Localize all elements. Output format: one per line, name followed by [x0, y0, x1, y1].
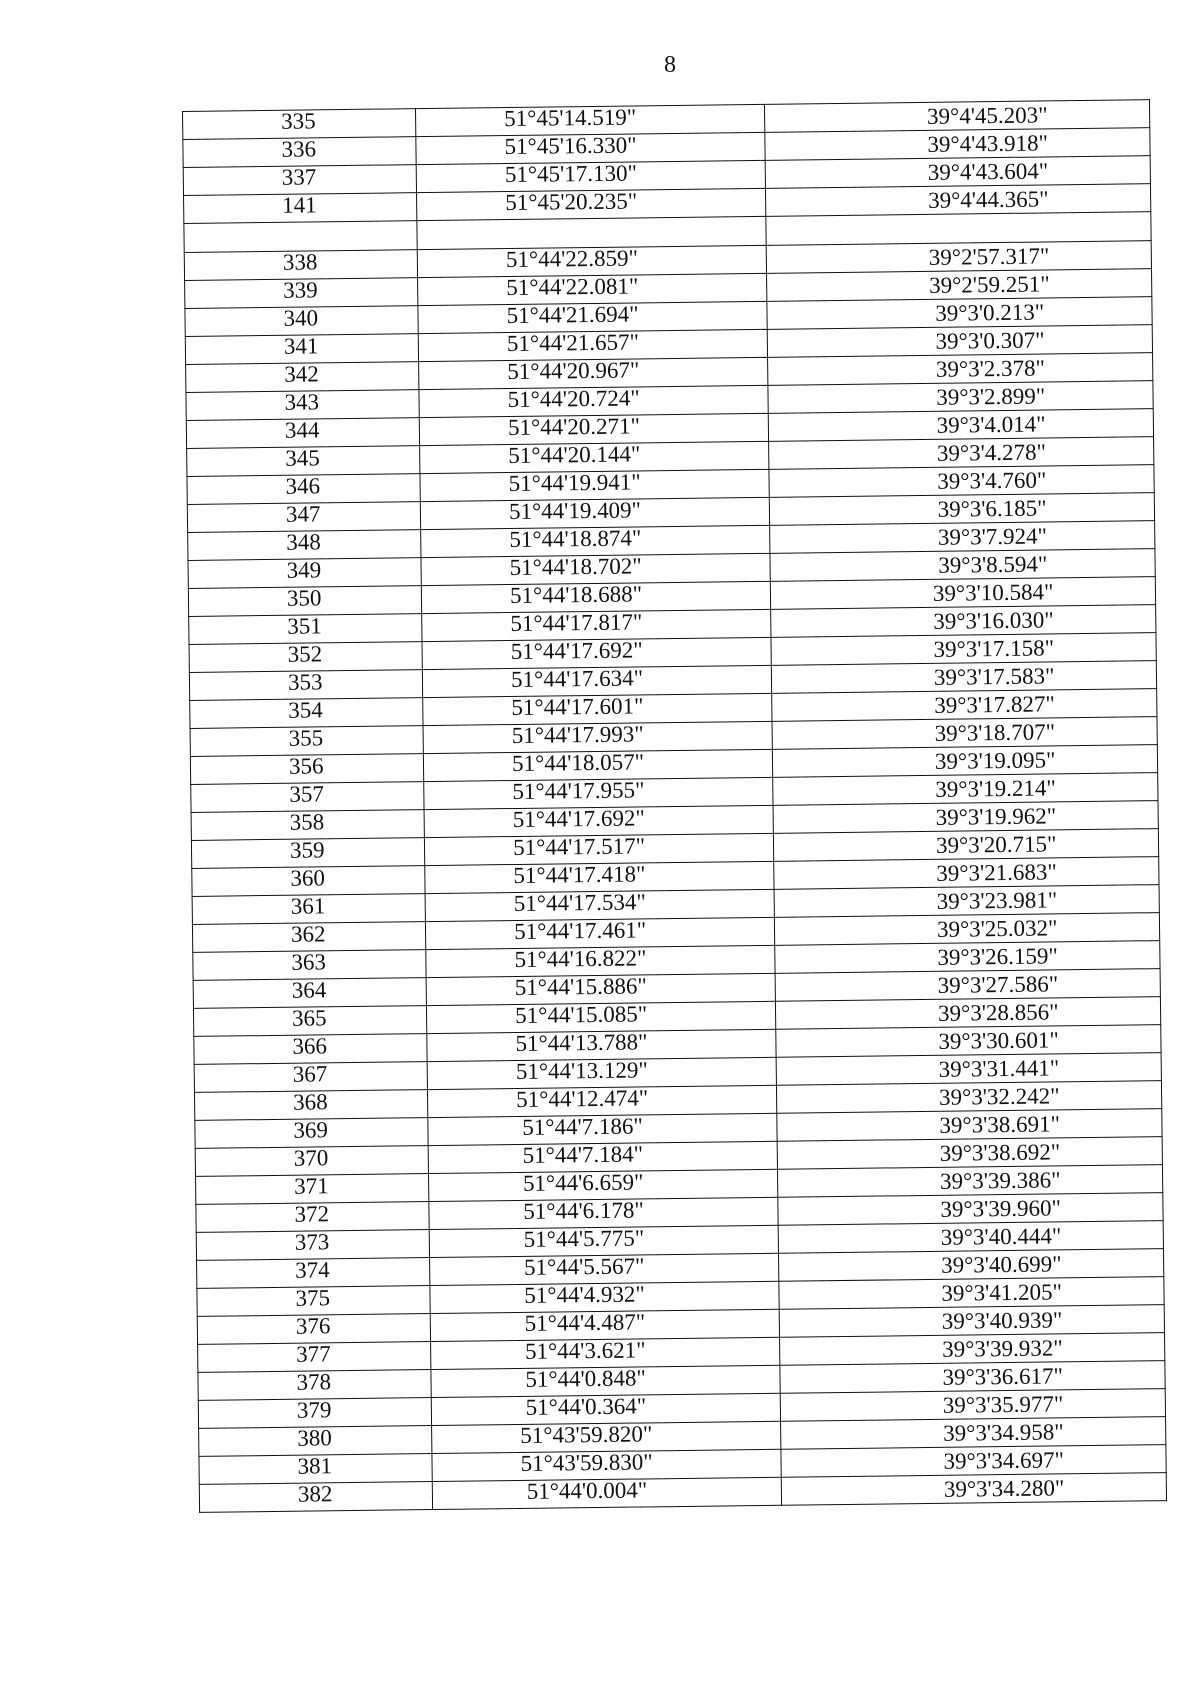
longitude-cell: 39°3'19.214" [773, 773, 1158, 806]
latitude-cell: 51°44'20.724" [419, 385, 769, 417]
latitude-cell: 51°44'18.874" [420, 525, 770, 557]
point-number-cell: 362 [192, 922, 425, 953]
latitude-cell: 51°44'0.004" [432, 1477, 782, 1509]
longitude-cell: 39°4'43.918" [765, 128, 1150, 161]
point-number-cell: 379 [198, 1398, 431, 1429]
latitude-cell: 51°45'16.330" [416, 132, 766, 164]
longitude-cell: 39°3'34.697" [781, 1445, 1166, 1478]
longitude-cell: 39°3'39.386" [778, 1165, 1163, 1198]
latitude-cell: 51°44'17.418" [425, 861, 775, 893]
longitude-cell: 39°3'38.691" [777, 1109, 1162, 1142]
latitude-cell: 51°44'12.474" [427, 1085, 777, 1117]
longitude-cell: 39°3'18.707" [772, 717, 1157, 750]
latitude-cell: 51°44'17.634" [422, 665, 772, 697]
longitude-cell: 39°3'8.594" [770, 549, 1155, 582]
point-number-cell: 360 [192, 866, 425, 897]
longitude-cell: 39°3'35.977" [781, 1389, 1166, 1422]
latitude-cell: 51°44'20.967" [418, 357, 768, 389]
coordinates-table-body [183, 100, 1167, 1513]
longitude-cell: 39°3'4.760" [769, 465, 1154, 498]
point-number-cell: 343 [186, 390, 419, 421]
point-number-cell: 368 [194, 1090, 427, 1121]
point-number-cell: 366 [194, 1034, 427, 1065]
latitude-cell: 51°44'20.144" [419, 441, 769, 473]
latitude-cell: 51°44'7.184" [428, 1141, 778, 1173]
longitude-cell: 39°3'40.444" [779, 1221, 1164, 1254]
point-number-cell: 374 [197, 1258, 430, 1289]
point-number-cell: 349 [188, 558, 421, 589]
latitude-cell: 51°44'17.461" [425, 917, 775, 949]
point-number-cell: 361 [192, 894, 425, 925]
latitude-cell: 51°44'18.057" [423, 749, 773, 781]
latitude-cell: 51°44'16.822" [426, 945, 776, 977]
longitude-cell: 39°3'2.378" [768, 353, 1153, 386]
longitude-cell: 39°3'28.856" [776, 997, 1161, 1030]
longitude-cell: 39°3'38.692" [778, 1137, 1163, 1170]
point-number-cell: 371 [196, 1174, 429, 1205]
point-number-cell: 357 [191, 782, 424, 813]
longitude-cell: 39°3'34.958" [781, 1417, 1166, 1450]
point-number-cell: 344 [186, 418, 419, 449]
point-number-cell: 350 [188, 586, 421, 617]
point-number-cell: 364 [193, 978, 426, 1009]
point-number-cell: 345 [187, 446, 420, 477]
coordinates-table [182, 99, 1167, 1513]
latitude-cell: 51°43'59.830" [432, 1449, 782, 1481]
latitude-cell: 51°44'7.186" [428, 1113, 778, 1145]
longitude-cell: 39°3'40.939" [780, 1305, 1165, 1338]
empty-cell [417, 216, 767, 249]
point-number-cell: 339 [185, 278, 418, 309]
longitude-cell: 39°3'25.032" [775, 913, 1160, 946]
longitude-cell: 39°3'31.441" [777, 1053, 1162, 1086]
longitude-cell: 39°3'16.030" [771, 605, 1156, 638]
point-number-cell: 375 [197, 1286, 430, 1317]
latitude-cell: 51°44'15.085" [426, 1001, 776, 1033]
point-number-cell: 381 [199, 1454, 432, 1485]
longitude-cell: 39°3'32.242" [777, 1081, 1162, 1114]
point-number-cell: 363 [193, 950, 426, 981]
point-number-cell: 373 [196, 1230, 429, 1261]
latitude-cell: 51°44'19.409" [420, 497, 770, 529]
latitude-cell: 51°44'6.178" [429, 1197, 779, 1229]
longitude-cell: 39°3'39.960" [778, 1193, 1163, 1226]
longitude-cell: 39°3'20.715" [774, 829, 1159, 862]
point-number-cell: 353 [189, 670, 422, 701]
latitude-cell: 51°44'21.657" [418, 329, 768, 361]
longitude-cell: 39°3'23.981" [774, 885, 1159, 918]
longitude-cell: 39°3'17.583" [772, 661, 1157, 694]
point-number-cell: 351 [189, 614, 422, 645]
point-number-cell: 348 [188, 530, 421, 561]
longitude-cell: 39°3'4.278" [769, 437, 1154, 470]
longitude-cell: 39°3'0.307" [768, 325, 1153, 358]
latitude-cell: 51°45'20.235" [416, 188, 766, 220]
latitude-cell: 51°44'18.702" [421, 553, 771, 585]
latitude-cell: 51°44'0.364" [431, 1393, 781, 1425]
latitude-cell: 51°44'3.621" [430, 1337, 780, 1369]
latitude-cell: 51°45'17.130" [416, 160, 766, 192]
latitude-cell: 51°44'17.955" [423, 777, 773, 809]
latitude-cell: 51°44'19.941" [420, 469, 770, 501]
longitude-cell: 39°3'21.683" [774, 857, 1159, 890]
point-number-cell: 372 [196, 1202, 429, 1233]
longitude-cell: 39°3'19.095" [773, 745, 1158, 778]
point-number-cell: 340 [185, 306, 418, 337]
longitude-cell: 39°3'7.924" [770, 521, 1155, 554]
latitude-cell: 51°44'17.601" [422, 693, 772, 725]
longitude-cell: 39°3'36.617" [780, 1361, 1165, 1394]
page-number: 8 [664, 52, 676, 78]
longitude-cell: 39°3'26.159" [775, 941, 1160, 974]
point-number-cell: 355 [190, 726, 423, 757]
longitude-cell: 39°3'19.962" [773, 801, 1158, 834]
empty-cell [766, 212, 1151, 246]
point-number-cell: 369 [195, 1118, 428, 1149]
point-number-cell: 352 [189, 642, 422, 673]
latitude-cell: 51°44'17.692" [424, 805, 774, 837]
point-number-cell: 378 [198, 1370, 431, 1401]
point-number-cell: 336 [183, 137, 416, 168]
longitude-cell: 39°3'34.280" [782, 1473, 1167, 1506]
latitude-cell: 51°44'22.859" [417, 245, 767, 277]
point-number-cell: 338 [184, 250, 417, 281]
longitude-cell: 39°2'59.251" [767, 269, 1152, 302]
latitude-cell: 51°44'13.788" [427, 1029, 777, 1061]
empty-cell [184, 221, 417, 253]
longitude-cell: 39°3'0.213" [767, 297, 1152, 330]
latitude-cell: 51°44'21.694" [418, 301, 768, 333]
latitude-cell: 51°44'17.692" [422, 637, 772, 669]
point-number-cell: 337 [183, 165, 416, 196]
longitude-cell: 39°3'17.827" [772, 689, 1157, 722]
latitude-cell: 51°44'17.534" [425, 889, 775, 921]
point-number-cell: 365 [193, 1006, 426, 1037]
latitude-cell: 51°44'15.886" [426, 973, 776, 1005]
longitude-cell: 39°3'40.699" [779, 1249, 1164, 1282]
latitude-cell: 51°44'5.567" [429, 1253, 779, 1285]
latitude-cell: 51°44'4.932" [430, 1281, 780, 1313]
latitude-cell: 51°44'0.848" [431, 1365, 781, 1397]
point-number-cell: 358 [191, 810, 424, 841]
point-number-cell: 335 [183, 109, 416, 140]
latitude-cell: 51°44'4.487" [430, 1309, 780, 1341]
longitude-cell: 39°3'10.584" [771, 577, 1156, 610]
point-number-cell: 370 [195, 1146, 428, 1177]
latitude-cell: 51°44'17.993" [423, 721, 773, 753]
latitude-cell: 51°44'6.659" [428, 1169, 778, 1201]
latitude-cell: 51°45'14.519" [415, 104, 765, 136]
point-number-cell: 346 [187, 474, 420, 505]
point-number-cell: 354 [190, 698, 423, 729]
point-number-cell: 382 [199, 1482, 432, 1513]
longitude-cell: 39°3'39.932" [780, 1333, 1165, 1366]
longitude-cell: 39°3'27.586" [775, 969, 1160, 1002]
latitude-cell: 51°44'13.129" [427, 1057, 777, 1089]
latitude-cell: 51°44'17.817" [421, 609, 771, 641]
point-number-cell: 347 [187, 502, 420, 533]
longitude-cell: 39°4'45.203" [765, 100, 1150, 133]
point-number-cell: 367 [194, 1062, 427, 1093]
point-number-cell: 376 [197, 1314, 430, 1345]
point-number-cell: 342 [186, 362, 419, 393]
latitude-cell: 51°44'18.688" [421, 581, 771, 613]
longitude-cell: 39°2'57.317" [767, 241, 1152, 274]
point-number-cell: 377 [198, 1342, 431, 1373]
latitude-cell: 51°44'20.271" [419, 413, 769, 445]
longitude-cell: 39°3'41.205" [779, 1277, 1164, 1310]
latitude-cell: 51°44'5.775" [429, 1225, 779, 1257]
longitude-cell: 39°3'6.185" [770, 493, 1155, 526]
point-number-cell: 380 [199, 1426, 432, 1457]
longitude-cell: 39°4'43.604" [766, 156, 1151, 189]
longitude-cell: 39°3'30.601" [776, 1025, 1161, 1058]
point-number-cell: 141 [184, 193, 417, 224]
point-number-cell: 359 [191, 838, 424, 869]
point-number-cell: 356 [190, 754, 423, 785]
longitude-cell: 39°3'4.014" [769, 409, 1154, 442]
longitude-cell: 39°3'2.899" [768, 381, 1153, 414]
point-number-cell: 341 [185, 334, 418, 365]
latitude-cell: 51°44'17.517" [424, 833, 774, 865]
latitude-cell: 51°43'59.820" [431, 1421, 781, 1453]
longitude-cell: 39°3'17.158" [771, 633, 1156, 666]
longitude-cell: 39°4'44.365" [766, 184, 1151, 217]
latitude-cell: 51°44'22.081" [417, 273, 767, 305]
